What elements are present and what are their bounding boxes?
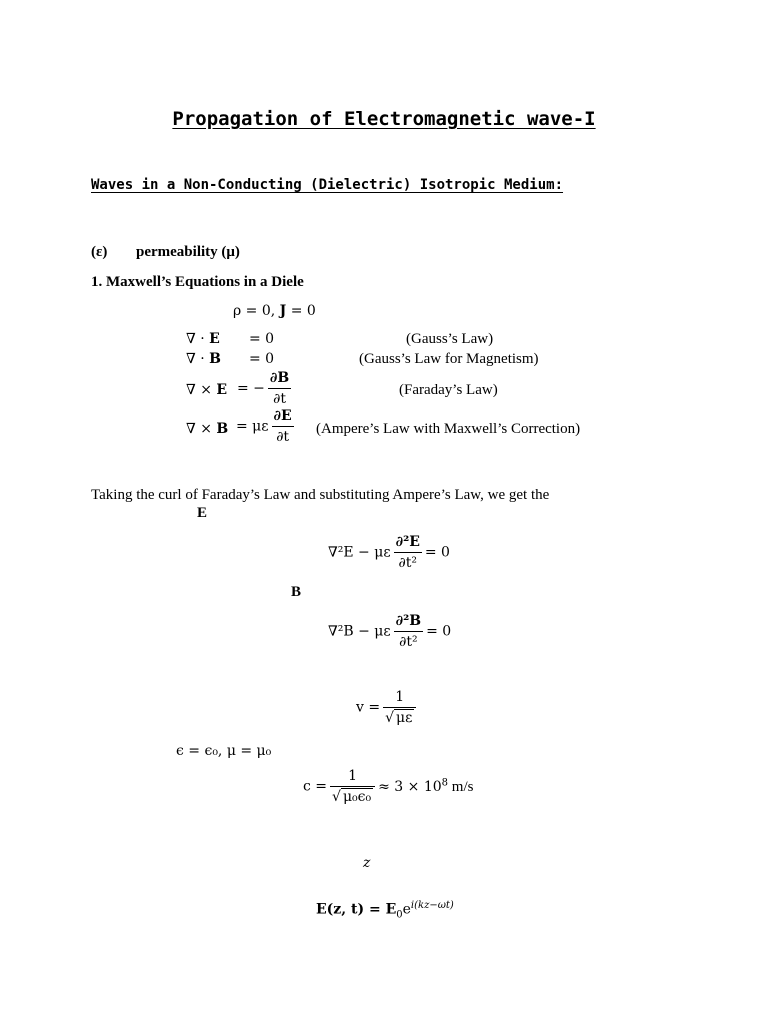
plane-wave-solution: E(z, $t) = E_0e^{i(kz-\omega t)}$ <box>316 900 454 921</box>
equation-gauss-rhs: = 0 <box>249 331 275 347</box>
equation-faraday-rhs: = − $\frac{\partial B}{\partial t}$ <box>237 370 290 407</box>
equation-ampere-lhs: ∇ × B <box>186 421 229 437</box>
permeability-label: permeability (μ) <box>136 244 240 260</box>
label-magnetic-field: B <box>291 584 302 600</box>
label-faraday-law: (Faraday’s Law) <box>399 382 498 398</box>
source-free-condition: ρ = 0, J = 0 <box>233 303 316 319</box>
speed-of-light-equation: c = $\frac{1}{\text{√ μ₀ϵ₀}}$ ≈ $3 \times 10^8$ m/s <box>303 768 474 805</box>
equation-ampere-rhs: = με $\frac{\partial E}{\partial t}$ <box>236 408 292 445</box>
section-heading-maxwell: 1. Maxwell’s Equations in a Diele <box>91 274 304 290</box>
label-ampere-law: (Ampere’s Law with Maxwell’s Correction) <box>316 421 581 437</box>
equation-gauss-magnetism-lhs: ∇ · B <box>186 351 221 367</box>
equation-gauss-lhs: ∇ · E <box>186 331 220 347</box>
section-subtitle: Waves in a Non-Conducting (Dielectric) Isotropic Medium: <box>91 177 564 193</box>
wave-equation-E: ∇²E − με $\frac{\text{∂²E}}{\text{∂t²}}$ = 0 <box>328 534 450 571</box>
equation-gauss-magnetism-rhs: = 0 <box>249 351 275 367</box>
z-axis-label: z <box>363 855 371 871</box>
equation-faraday-lhs: ∇ × E <box>186 382 228 398</box>
wave-velocity-equation: v = $\frac{1}{√ \mu\varepsilon}$ <box>356 688 419 727</box>
vacuum-condition: ϵ = ϵ₀, μ = μ₀ <box>176 743 272 759</box>
page-title: Propagation of Electromagnetic wave-I <box>172 108 596 130</box>
label-gauss-magnetism: (Gauss’s Law for Magnetism) <box>359 351 539 367</box>
wave-equation-B: ∇²B − με $\frac{\text{∂²B}}{\text{∂t²}}$ = 0 <box>328 613 452 650</box>
paragraph-curl-derivation: Taking the curl of Faraday’s Law and substituting Ampere’s Law, we get the <box>91 487 550 503</box>
label-electric-field: E <box>197 505 208 521</box>
permittivity-symbol: (ε) <box>91 244 108 260</box>
label-gauss-law: (Gauss’s Law) <box>406 331 494 347</box>
